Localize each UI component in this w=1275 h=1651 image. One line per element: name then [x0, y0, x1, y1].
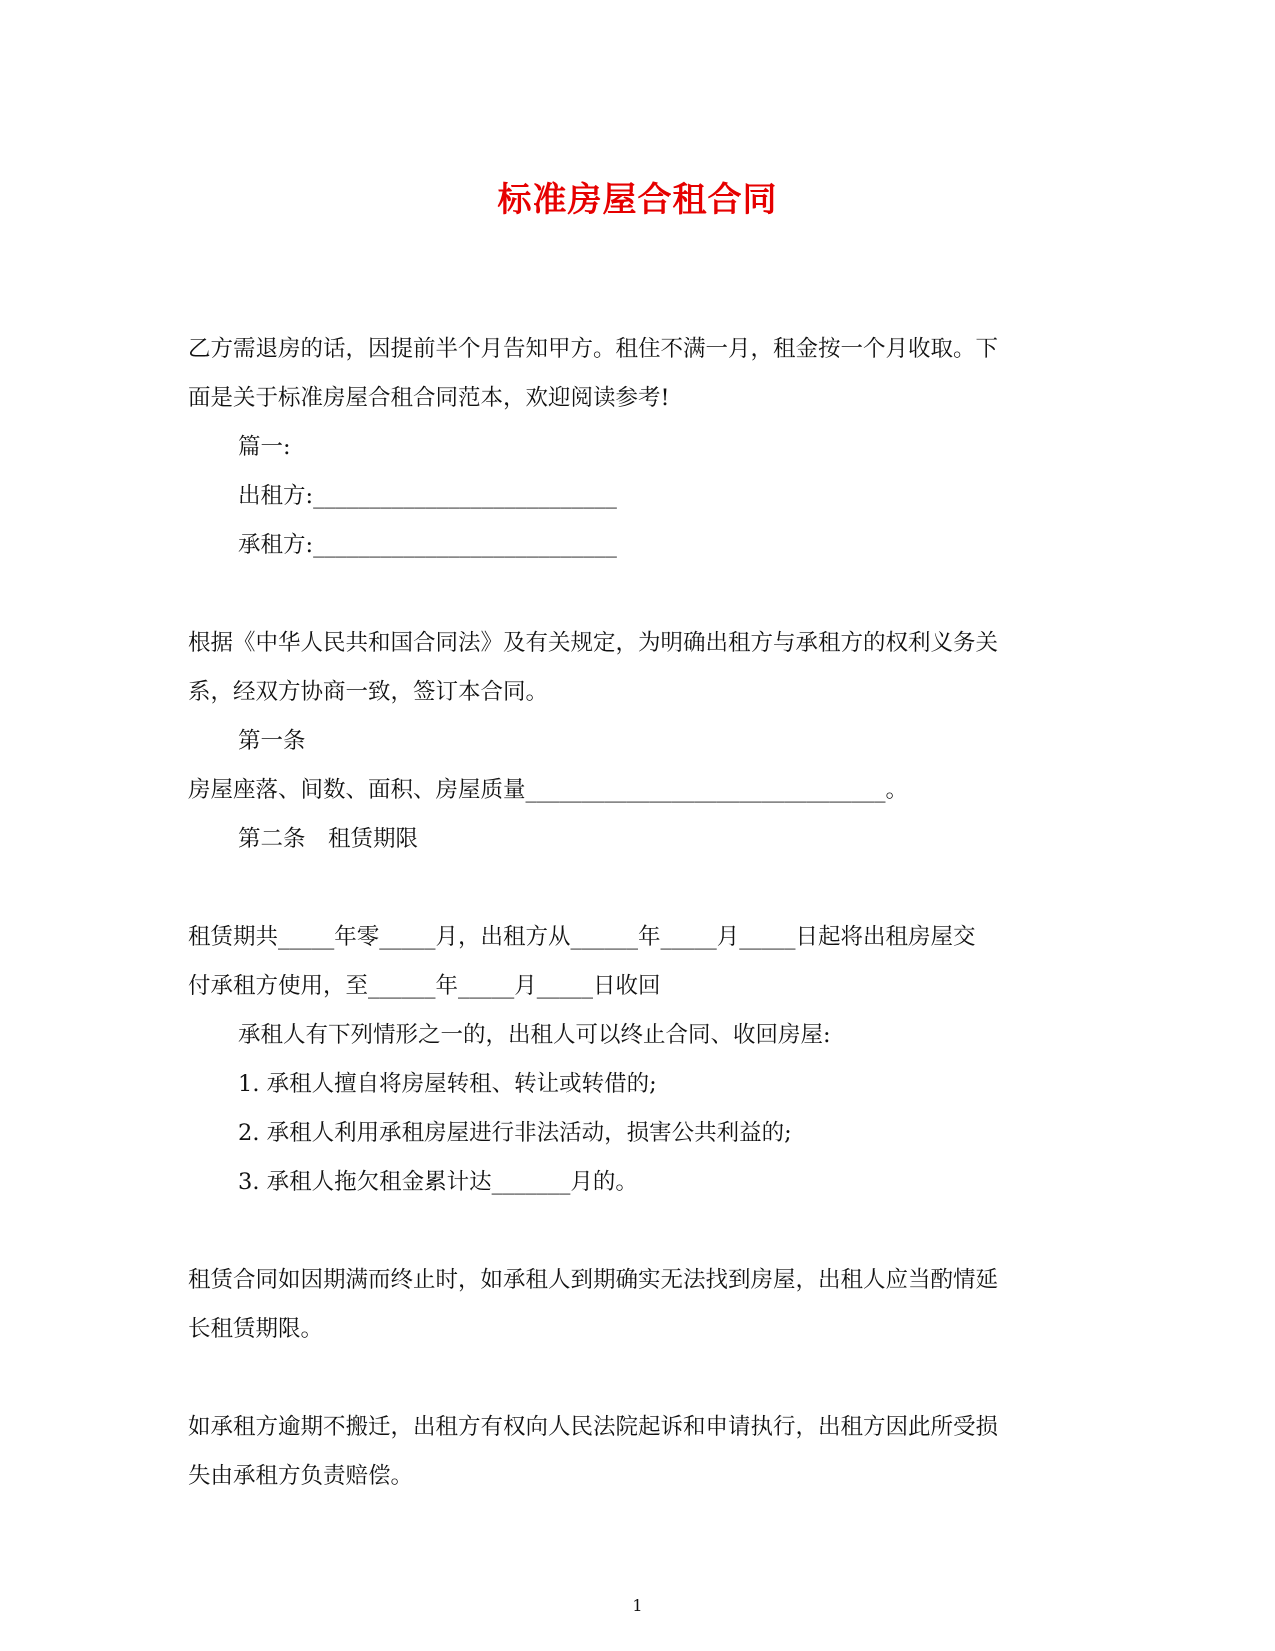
intro-line-2: 面是关于标准房屋合租合同范本，欢迎阅读参考!: [188, 385, 670, 411]
extend-line-1: 租赁合同如因期满而终止时，如承租人到期确实无法找到房屋，出租人应当酌情延: [188, 1267, 999, 1293]
paragraph-gap: [188, 1354, 1088, 1403]
paragraph-gap: [188, 570, 1088, 619]
article-1-text: 房屋座落、间数、面积、房屋质量________________________________。: [188, 777, 909, 803]
lessor-label: 出租方:: [238, 483, 314, 509]
lessee-label: 承租方:: [238, 532, 314, 558]
lessor-line: [188, 472, 1088, 521]
terminate-item-2: 2. 承租人利用承租房屋进行非法活动，损害公共利益的;: [238, 1120, 792, 1146]
basis-line-2: 系，经双方协商一致，签订本合同。: [188, 679, 549, 705]
lessee-line: [188, 521, 1088, 570]
article-1-heading: 第一条: [238, 728, 306, 754]
document-title: 标准房屋合租合同: [497, 180, 778, 220]
move-line-1: 如承租方逾期不搬迁，出租方有权向人民法院起诉和申请执行，出租方因此所受损: [188, 1414, 999, 1440]
terminate-item-3: 3. 承租人拖欠租金累计达_______月的。: [238, 1169, 638, 1195]
lessor-blank: ___________________________: [313, 483, 617, 509]
section-label: 篇一:: [238, 434, 291, 460]
basis-line-1: 根据《中华人民共和国合同法》及有关规定，为明确出租方与承租方的权利义务关: [188, 630, 999, 656]
extend-line-2: 长租赁期限。: [188, 1316, 324, 1342]
terminate-item-1: 1. 承租人擅自将房屋转租、转让或转借的;: [238, 1071, 657, 1097]
paragraph-gap: [188, 1207, 1088, 1256]
page-number: 1: [632, 1596, 643, 1615]
article-2-heading: 第二条 租赁期限: [238, 826, 419, 852]
intro-line-1: 乙方需退房的话，因提前半个月告知甲方。租住不满一月，租金按一个月收取。下: [188, 336, 999, 362]
terminate-intro: 承租人有下列情形之一的，出租人可以终止合同、收回房屋:: [238, 1022, 831, 1048]
document-body: [188, 325, 1088, 1501]
paragraph-gap: [188, 864, 1088, 913]
move-line-2: 失由承租方负责赔偿。: [188, 1463, 414, 1489]
term-line-2: 付承租方使用，至______年_____月_____日收回: [188, 973, 661, 999]
lessee-blank: ___________________________: [313, 532, 617, 558]
term-line-1: 租赁期共_____年零_____月，出租方从______年_____月_____日起将出租房屋交: [188, 924, 976, 950]
